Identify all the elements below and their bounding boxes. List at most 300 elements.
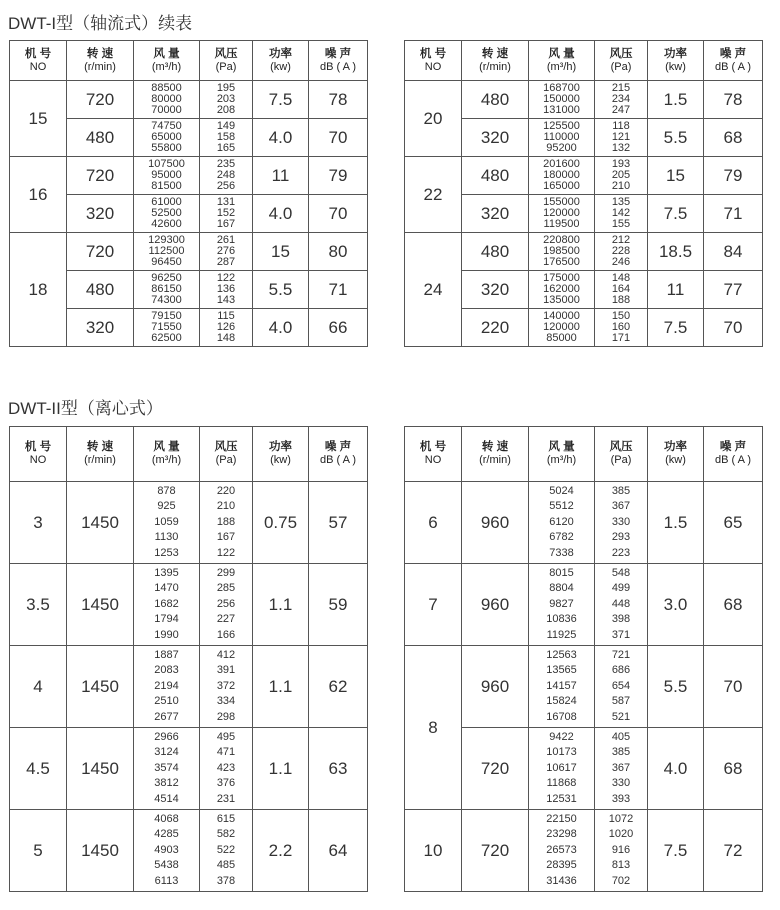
airflow-value: 9422 [549,730,574,743]
pressure-value: 378 [216,874,236,887]
airflow-value: 175000 [543,272,580,284]
noise-cell: 78 [309,81,368,119]
pressure-value: 298 [216,710,236,723]
header-unit: (r/min) [84,60,116,73]
airflow-cell [134,810,200,892]
noise-cell: 71 [704,195,763,233]
pressure-value: 548 [611,566,631,579]
pressure-value: 132 [611,142,631,154]
airflow-value: 85000 [546,332,577,344]
airflow-value: 9827 [549,597,574,610]
speed-cell: 480 [462,157,529,195]
pressure-value: 702 [611,874,631,887]
header-label: 噪 声 [719,47,747,60]
header-row [10,427,368,482]
airflow-value: 86150 [151,283,182,295]
pressure-value: 131 [216,196,236,208]
header-label: 噪 声 [324,47,352,60]
airflow-value: 13565 [546,664,577,677]
table-row [10,728,368,810]
airflow-value: 10836 [546,613,577,626]
noise-cell: 59 [309,564,368,646]
header-row [405,427,763,482]
pressure-cell [200,233,253,271]
pressure-value: 485 [216,859,236,872]
header-unit: (Pa) [610,454,632,466]
speed-cell: 220 [462,309,529,347]
header-label: 风压 [609,441,633,453]
airflow-cell [134,81,200,119]
pressure-cell [595,233,648,271]
airflow-value: 12531 [546,792,577,805]
pressure-value: 1072 [608,812,634,825]
header-label: 风压 [214,47,238,60]
header-row [10,41,368,81]
pressure-value: 118 [612,120,630,132]
airflow-value: 120000 [543,321,580,333]
power-cell: 11 [253,157,309,195]
header-unit: (kw) [270,60,291,73]
airflow-value: 5512 [549,500,574,513]
airflow-value: 81500 [151,180,182,192]
pressure-value: 412 [216,648,236,661]
header-unit: NO [29,60,47,73]
airflow-value: 3574 [154,761,179,774]
power-cell: 4.0 [253,119,309,157]
speed-cell: 320 [462,271,529,309]
pressure-value: 210 [216,500,236,513]
airflow-value: 5024 [549,484,574,497]
model-no-cell: 22 [405,157,462,233]
pressure-value: 122 [216,546,236,559]
noise-cell: 84 [704,233,763,271]
noise-cell: 80 [309,233,368,271]
pressure-cell [200,728,253,810]
pressure-value: 686 [611,664,631,677]
noise-cell: 63 [309,728,368,810]
pressure-cell [595,119,648,157]
header-unit: (m³/h) [546,454,577,466]
pressure-value: 149 [216,120,236,132]
airflow-value: 4068 [154,812,179,825]
model-no-cell: 20 [405,81,462,157]
centrifugal-spec-table-left [9,426,368,892]
pressure-cell [595,564,648,646]
airflow-cell [529,309,595,347]
airflow-value: 2966 [154,730,179,743]
pressure-cell [200,810,253,892]
airflow-cell [134,233,200,271]
header-power [648,41,704,81]
noise-cell: 68 [704,728,763,810]
noise-cell: 64 [309,810,368,892]
airflow-cell [529,646,595,728]
airflow-value: 61000 [151,196,182,208]
pressure-value: 330 [611,777,631,790]
model-no-cell: 8 [405,646,462,810]
header-unit: (r/min) [479,454,511,466]
noise-cell: 78 [704,81,763,119]
pressure-value: 367 [611,500,631,513]
pressure-value: 212 [611,234,631,246]
header-no [10,427,67,482]
airflow-value: 62500 [151,332,182,344]
airflow-value: 1395 [154,566,179,579]
power-cell: 5.5 [648,119,704,157]
model-no-cell: 5 [10,810,67,892]
speed-cell: 480 [67,271,134,309]
power-cell: 2.2 [253,810,309,892]
pressure-value: 231 [216,792,236,805]
speed-cell: 960 [462,646,529,728]
airflow-cell [134,646,200,728]
airflow-cell [134,271,200,309]
pressure-cell [595,646,648,728]
pressure-value: 582 [216,828,236,841]
header-unit: NO [29,454,47,466]
pressure-value: 223 [611,546,631,559]
airflow-value: 96450 [151,256,182,268]
airflow-cell [529,157,595,195]
pressure-value: 393 [611,792,631,805]
airflow-cell [134,728,200,810]
pressure-value: 143 [216,294,236,306]
airflow-value: 23298 [546,828,577,841]
speed-cell: 320 [462,195,529,233]
airflow-value: 71550 [151,321,182,333]
pressure-value: 142 [611,207,631,219]
airflow-value: 155000 [543,196,580,208]
pressure-value: 148 [611,272,631,284]
pressure-value: 167 [216,531,236,544]
pressure-value: 188 [216,515,236,528]
pressure-value: 276 [216,245,236,257]
header-noise [704,41,763,81]
speed-cell: 480 [462,233,529,271]
noise-cell: 66 [309,309,368,347]
header-no [405,41,462,81]
header-noise [309,427,368,482]
header-no [405,427,462,482]
airflow-value: 14157 [546,679,577,692]
header-label: 机 号 [419,441,447,453]
pressure-value: 376 [216,777,236,790]
airflow-value: 16708 [546,710,577,723]
pressure-value: 195 [216,82,236,94]
pressure-value: 246 [611,256,631,268]
pressure-value: 385 [611,746,631,759]
noise-cell: 77 [704,271,763,309]
speed-cell: 480 [67,119,134,157]
power-cell: 7.5 [648,309,704,347]
header-unit: (kw) [665,454,686,466]
header-unit: (r/min) [479,60,511,73]
power-cell: 4.0 [253,309,309,347]
pressure-cell [200,271,253,309]
header-label: 噪 声 [324,441,352,453]
airflow-value: 1253 [154,546,179,559]
model-no-cell: 3.5 [10,564,67,646]
header-unit: (Pa) [215,454,237,466]
centrifugal-section-title: DWT-II型（离心式） [8,399,163,418]
table-row [10,233,368,271]
airflow-value: 28395 [546,859,577,872]
power-cell: 5.5 [648,646,704,728]
pressure-value: 164 [611,283,631,295]
pressure-value: 148 [216,332,236,344]
pressure-cell [200,564,253,646]
pressure-value: 1020 [608,828,634,841]
header-speed [67,427,134,482]
airflow-value: 26573 [546,843,577,856]
table-row [405,233,763,271]
pressure-value: 160 [611,321,631,333]
airflow-value: 8015 [549,566,574,579]
header-unit: dB ( A ) [714,60,752,73]
header-row [405,41,763,81]
noise-cell: 68 [704,119,763,157]
pressure-value: 471 [216,746,236,759]
airflow-value: 162000 [543,283,580,295]
airflow-value: 31436 [546,874,577,887]
airflow-value: 8804 [549,582,574,595]
header-unit: (kw) [270,454,291,466]
pressure-cell [200,119,253,157]
pressure-value: 330 [611,515,631,528]
pressure-value: 165 [216,142,236,154]
header-label: 转 速 [86,441,114,453]
pressure-value: 285 [216,582,236,595]
airflow-value: 79150 [151,310,182,322]
header-noise [704,427,763,482]
pressure-value: 916 [611,843,631,856]
pressure-value: 405 [611,730,631,743]
airflow-value: 95000 [151,169,182,181]
airflow-cell [529,810,595,892]
airflow-value: 1990 [154,628,179,641]
power-cell: 1.5 [648,482,704,564]
header-label: 功率 [269,47,292,60]
pressure-value: 256 [216,597,236,610]
airflow-value: 120000 [543,207,580,219]
speed-cell: 720 [67,81,134,119]
axial-spec-table-right [404,40,763,347]
table-row [10,81,368,119]
model-no-cell: 16 [10,157,67,233]
power-cell: 7.5 [648,810,704,892]
airflow-value: 11868 [546,777,577,790]
airflow-value: 135000 [543,294,580,306]
airflow-value: 925 [157,500,176,513]
pressure-value: 423 [216,761,236,774]
pressure-cell [595,810,648,892]
airflow-value: 131000 [543,104,580,116]
airflow-value: 140000 [543,310,580,322]
noise-cell: 72 [704,810,763,892]
pressure-value: 193 [611,158,631,170]
pressure-cell [595,195,648,233]
noise-cell: 79 [704,157,763,195]
speed-cell: 320 [67,309,134,347]
pressure-cell [595,309,648,347]
header-unit: (kw) [665,60,686,73]
pressure-cell [200,309,253,347]
speed-cell: 720 [67,157,134,195]
airflow-value: 1470 [154,582,179,595]
header-pressure [595,427,648,482]
power-cell: 15 [253,233,309,271]
pressure-value: 203 [216,93,236,105]
power-cell: 5.5 [253,271,309,309]
airflow-value: 150000 [543,93,580,105]
noise-cell: 62 [309,646,368,728]
power-cell: 1.1 [253,728,309,810]
pressure-value: 287 [216,256,236,268]
model-no-cell: 7 [405,564,462,646]
pressure-value: 448 [611,597,631,610]
airflow-value: 1059 [154,515,179,528]
pressure-value: 121 [611,131,631,143]
airflow-value: 1887 [154,648,179,661]
airflow-value: 5438 [154,859,179,872]
header-pressure [200,41,253,81]
header-speed [462,427,529,482]
header-label: 功率 [664,441,687,453]
airflow-value: 88500 [151,82,182,94]
airflow-value: 4903 [154,843,179,856]
header-pressure [595,41,648,81]
airflow-value: 198500 [543,245,580,257]
pressure-value: 398 [611,613,631,626]
airflow-value: 7338 [549,546,574,559]
airflow-value: 176500 [543,256,580,268]
header-power [253,427,309,482]
speed-cell: 320 [462,119,529,157]
header-flow [134,427,200,482]
header-label: 机 号 [24,441,52,453]
pressure-cell [595,482,648,564]
table-row [10,564,368,646]
airflow-cell [529,233,595,271]
airflow-value: 1130 [154,531,179,544]
airflow-value: 1682 [154,597,179,610]
pressure-value: 220 [216,484,236,497]
table-row [10,646,368,728]
pressure-value: 495 [216,730,236,743]
airflow-cell [134,119,200,157]
axial-spec-table-left [9,40,368,347]
header-unit: (m³/h) [151,454,182,466]
pressure-value: 371 [611,628,631,641]
airflow-value: 165000 [543,180,580,192]
pressure-value: 136 [216,283,236,295]
airflow-value: 22150 [546,812,577,825]
pressure-value: 171 [611,332,631,344]
table-row [405,646,763,728]
header-label: 功率 [664,47,687,60]
header-unit: dB ( A ) [319,60,357,73]
speed-cell: 1450 [67,564,134,646]
airflow-cell [134,195,200,233]
airflow-value: 12563 [546,648,577,661]
airflow-value: 10173 [546,746,577,759]
pressure-value: 234 [611,93,631,105]
header-label: 机 号 [419,47,447,60]
speed-cell: 1450 [67,646,134,728]
airflow-value: 110000 [543,131,580,143]
model-no-cell: 15 [10,81,67,157]
speed-cell: 1450 [67,728,134,810]
header-label: 风 量 [548,47,575,60]
airflow-value: 10617 [546,761,577,774]
pressure-value: 654 [611,679,631,692]
header-no [10,41,67,81]
airflow-value: 65000 [151,131,182,143]
airflow-value: 2194 [154,679,179,692]
header-speed [67,41,134,81]
header-label: 转 速 [481,441,509,453]
power-cell: 1.1 [253,564,309,646]
speed-cell: 320 [67,195,134,233]
noise-cell: 68 [704,564,763,646]
power-cell: 1.5 [648,81,704,119]
airflow-value: 3812 [154,777,179,790]
airflow-value: 201600 [543,158,580,170]
noise-cell: 57 [309,482,368,564]
model-no-cell: 10 [405,810,462,892]
airflow-value: 52500 [151,207,182,219]
airflow-cell [134,564,200,646]
airflow-cell [529,81,595,119]
pressure-value: 615 [216,812,236,825]
airflow-value: 70000 [151,104,182,116]
airflow-value: 2510 [154,695,179,708]
axial-section-title: DWT-I型（轴流式）续表 [8,14,193,33]
centrifugal-spec-table-right [404,426,763,892]
airflow-value: 80000 [151,93,182,105]
table-row [405,81,763,119]
pressure-value: 248 [216,169,236,181]
airflow-cell [529,728,595,810]
noise-cell: 70 [309,195,368,233]
header-label: 风压 [214,441,238,453]
pressure-cell [200,646,253,728]
airflow-cell [529,195,595,233]
speed-cell: 960 [462,564,529,646]
airflow-value: 125500 [543,120,580,132]
speed-cell: 960 [462,482,529,564]
pressure-value: 256 [216,180,236,192]
header-label: 转 速 [86,47,114,60]
noise-cell: 79 [309,157,368,195]
noise-cell: 70 [704,309,763,347]
header-power [648,427,704,482]
pressure-value: 208 [216,104,236,116]
pressure-value: 499 [611,582,631,595]
speed-cell: 720 [67,233,134,271]
header-label: 风 量 [153,47,180,60]
header-unit: (r/min) [84,454,116,466]
power-cell: 4.0 [253,195,309,233]
model-no-cell: 4 [10,646,67,728]
pressure-value: 155 [611,218,631,230]
header-unit: (Pa) [215,60,237,73]
pressure-value: 293 [611,531,631,544]
speed-cell: 720 [462,810,529,892]
airflow-cell [529,482,595,564]
pressure-value: 372 [216,679,236,692]
airflow-value: 74750 [151,120,182,132]
